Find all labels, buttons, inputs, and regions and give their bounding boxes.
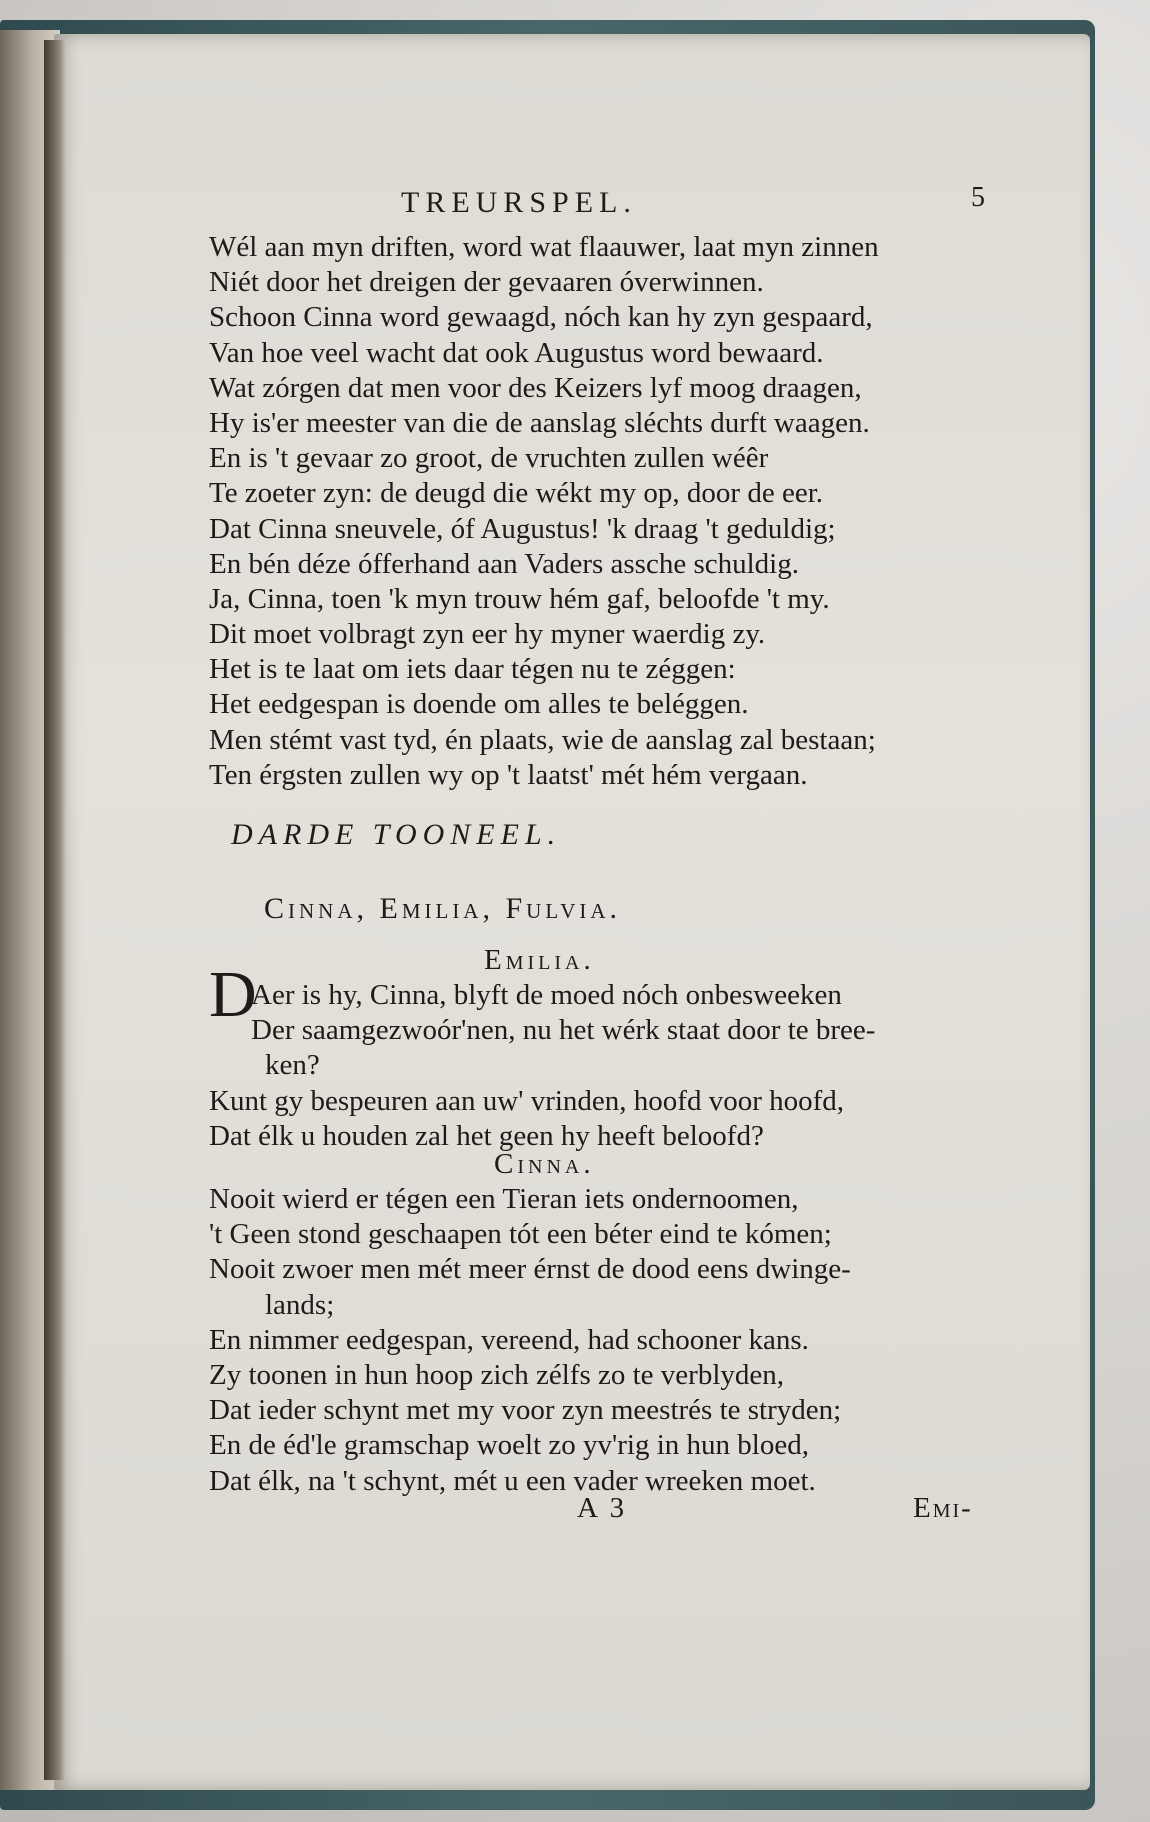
verse-line: Hy is'er meester van die de aanslag sléchts durft waagen. [209, 406, 870, 439]
verse-line: 't Geen stond geschaapen tót een béter eind te kómen; [209, 1218, 832, 1251]
verse-line: Van hoe veel wacht dat ook Augustus word bewaard. [209, 336, 824, 369]
signature-mark: A 3 [577, 1492, 628, 1524]
catchword: Emi- [913, 1492, 973, 1524]
verse-line: ken? [265, 1049, 320, 1082]
book-gutter [44, 40, 66, 1780]
page-number: 5 [971, 182, 985, 213]
verse-line: Wél aan myn driften, word wat flaauwer, laat myn zinnen [209, 231, 879, 263]
verse-block-emilia [209, 978, 875, 1154]
drop-cap: D [209, 958, 257, 1031]
verse-line: Dat ieder schynt met my voor zyn meestrés te stryden; [209, 1394, 842, 1427]
verse-line: En is 't gevaar zo groot, de vruchten zullen wéêr [209, 442, 769, 475]
speaker-cinna: Cinna. [494, 1148, 595, 1180]
verse-line: Der saamgezwoór'nen, nu het wérk staat door te bree- [251, 1014, 876, 1047]
verse-line: Ten érgsten zullen wy op 't laatst' mét hém vergaan. [209, 758, 808, 791]
verse-line: Aer is hy, Cinna, blyft de moed nóch onbesweeken [251, 979, 842, 1011]
verse-line: Dat élk, na 't schynt, mét u een vader wreeken moet. [209, 1464, 816, 1497]
book-page [54, 34, 1090, 1790]
verse-line: Men stémt vast tyd, én plaats, wie de aanslag zal bestaan; [209, 723, 876, 756]
verse-line: En de éd'le gramschap woelt zo yv'rig in hun bloed, [209, 1429, 809, 1462]
verse-line: Nooit wierd er tégen een Tieran iets ondernoomen, [209, 1183, 799, 1215]
verse-line: Ja, Cinna, toen 'k myn trouw hém gaf, beloofde 't my. [209, 582, 830, 615]
verse-line: En nimmer eedgespan, vereend, had schooner kans. [209, 1323, 809, 1356]
verse-line: Schoon Cinna word gewaagd, nóch kan hy zyn gespaard, [209, 301, 873, 334]
verse-line: Zy toonen in hun hoop zich zélfs zo te verblyden, [209, 1358, 785, 1391]
running-head [209, 182, 1009, 226]
verse-line: Dat élk u houden zal het geen hy heeft beloofd? [209, 1119, 764, 1152]
verse-line: Te zoeter zyn: de deugd die wékt my op, door de eer. [209, 477, 823, 510]
verse-line: lands; [265, 1288, 335, 1321]
verse-line: Dit moet volbragt zyn eer hy myner waerdig zy. [209, 618, 766, 651]
verse-line: Dat Cinna sneuvele, óf Augustus! 'k draag 't geduldig; [209, 512, 836, 545]
verse-line: Niét door het dreigen der gevaaren óverwinnen. [209, 266, 764, 299]
speaker-emilia: Emilia. [484, 944, 595, 976]
verse-block-top [209, 230, 879, 793]
verse-line: Kunt gy bespeuren aan uw' vrinden, hoofd voor hoofd, [209, 1084, 845, 1117]
verse-line: Wat zórgen dat men voor des Keizers lyf moog draagen, [209, 371, 862, 404]
verse-line: Nooit zwoer men mét meer érnst de dood eens dwinge- [209, 1253, 851, 1286]
scene-persons: Cinna, Emilia, Fulvia. [264, 892, 622, 925]
verse-line: En bén déze ófferhand aan Vaders assche schuldig. [209, 547, 799, 580]
verse-block-cinna [209, 1182, 851, 1499]
running-title: TREURSPEL. [401, 186, 637, 219]
verse-line: Het is te laat om iets daar tégen nu te zéggen: [209, 653, 736, 686]
verse-line: Het eedgespan is doende om alles te beléggen. [209, 688, 749, 721]
page-footer [209, 1492, 1009, 1532]
scene-title: DARDE TOONEEL. [231, 818, 562, 851]
